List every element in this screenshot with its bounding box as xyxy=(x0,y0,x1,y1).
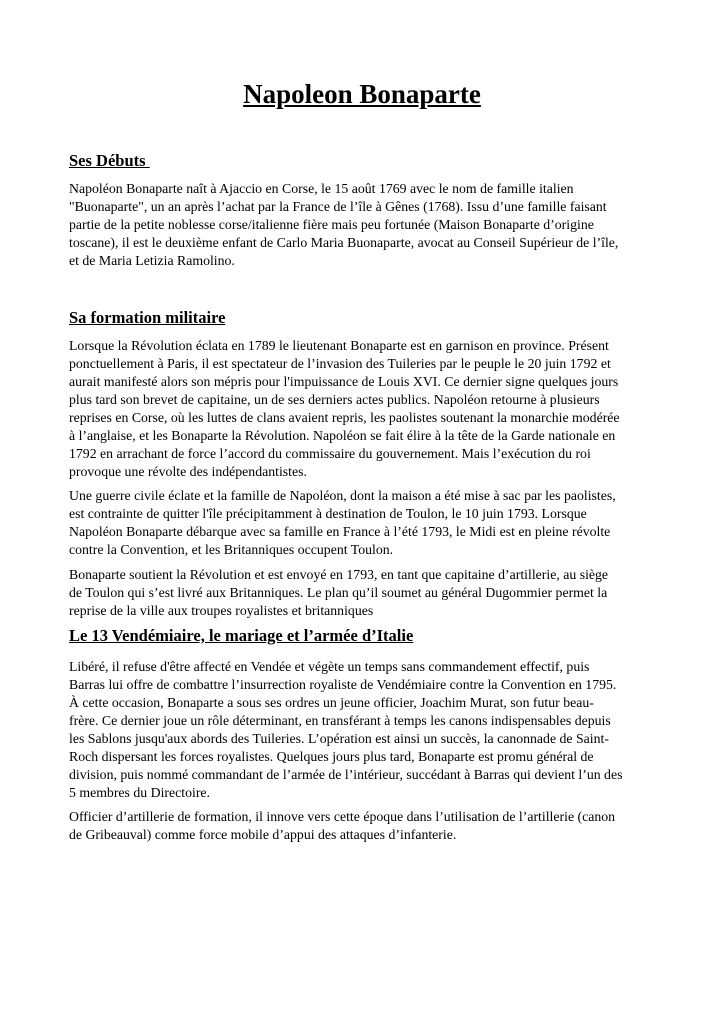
text-line: plus tard son brevet de capitaine, un de ses derniers actes publics. Napoléon retourne à plusieurs xyxy=(69,392,600,407)
text-line: reprise de la ville aux troupes royalistes et britanniques xyxy=(69,603,374,618)
text-line: les Sablons jusqu'aux abords des Tuileries. L’opération est ainsi un succès, la canonnade de Saint- xyxy=(69,731,609,746)
paragraph xyxy=(69,487,661,559)
text-line: et de Maria Letizia Ramolino. xyxy=(69,253,235,268)
text-line: ponctuellement à Paris, il est spectateur de l’invasion des Tuileries par le peuple le 20 juin 1792 et xyxy=(69,356,611,371)
text-line: est contrainte de quitter l'île précipitamment à destination de Toulon, le 10 juin 1793. Lorsque xyxy=(69,506,587,521)
text-line: partie de la petite noblesse corse/italienne fière mais peu fortunée (Maison Bonaparte d’origine xyxy=(69,217,594,232)
text-line: frère. Ce dernier joue un rôle déterminant, en transférant à temps les canons indispensables depuis xyxy=(69,713,611,728)
text-line: contre la Convention, et les Britanniques occupent Toulon. xyxy=(69,542,394,557)
text-line: de Gribeauval) comme force mobile d’appui des attaques d’infanterie. xyxy=(69,827,457,842)
text-line: Barras lui offre de combattre l’insurrection royaliste de Vendémiaire contre la Convention en 1795. xyxy=(69,677,617,692)
text-line: à l’anglaise, et les Bonaparte la Révolution. Napoléon se fait élire à la tête de la Garde nationale en xyxy=(69,428,616,443)
text-line: Bonaparte soutient la Révolution et est envoyé en 1793, en tant que capitaine d’artillerie, au siège xyxy=(69,567,609,582)
paragraph xyxy=(69,180,661,270)
paragraph xyxy=(69,566,661,620)
text-line: Roch dispersant les forces royalistes. Quelques jours plus tard, Bonaparte est promu général de xyxy=(69,749,594,764)
section-heading-ses-debuts: Ses Débuts xyxy=(69,151,150,170)
document-title: Napoleon Bonaparte xyxy=(243,79,481,109)
text-line: toscane), il est le deuxième enfant de Carlo Maria Buonaparte, avocat au Conseil Supérieur de l’île, xyxy=(69,235,619,250)
text-line: À cette occasion, Bonaparte a sous ses ordres un jeune officier, Joachim Murat, son futur beau- xyxy=(69,695,594,710)
text-line: reprises en Corse, où les luttes de clans avaient repris, les paolistes soutenant la monarchie modérée xyxy=(69,410,620,425)
text-line: 1792 en arrachant de force l’accord du commissaire du gouvernement. Mais l’exécution du roi xyxy=(69,446,591,461)
text-line: Napoléon Bonaparte débarque avec sa famille en France à l’été 1793, le Midi est en pleine révolte xyxy=(69,524,611,539)
text-line: Libéré, il refuse d'être affecté en Vendée et végète un temps sans commandement effectif, puis xyxy=(69,659,590,674)
text-line: Lorsque la Révolution éclata en 1789 le lieutenant Bonaparte est en garnison en province. Présent xyxy=(69,338,609,353)
text-line: aurait manifesté alors son mépris pour l'impuissance de Louis XVI. Ce dernier signe quelques jours xyxy=(69,374,619,389)
text-line: Officier d’artillerie de formation, il innove vers cette époque dans l’utilisation de l’artillerie (canon xyxy=(69,809,616,824)
text-line: provoque une révolte des indépendantistes. xyxy=(69,464,307,479)
text-line: division, puis nommé commandant de l’armée de l’intérieur, succédant à Barras qui devient l’un des xyxy=(69,767,623,782)
text-line: Une guerre civile éclate et la famille de Napoléon, dont la maison a été mise à sac par les paolistes, xyxy=(69,488,616,503)
section-heading-vendemiaire: Le 13 Vendémiaire, le mariage et l’armée d’Italie xyxy=(69,626,414,645)
text-line: "Buonaparte", un an après l’achat par la France de l’île à Gênes (1768). Issu d’une famille faisant xyxy=(69,199,607,214)
text-line: Napoléon Bonaparte naît à Ajaccio en Corse, le 15 août 1769 avec le nom de famille italien xyxy=(69,181,574,196)
paragraph xyxy=(69,808,661,844)
section-heading-formation-militaire: Sa formation militaire xyxy=(69,308,226,327)
paragraph xyxy=(69,658,661,802)
text-line: de Toulon qui s’est livré aux Britanniques. Le plan qu’il soumet au général Dugommier permet la xyxy=(69,585,608,600)
paragraph xyxy=(69,337,661,481)
text-line: 5 membres du Directoire. xyxy=(69,785,210,800)
